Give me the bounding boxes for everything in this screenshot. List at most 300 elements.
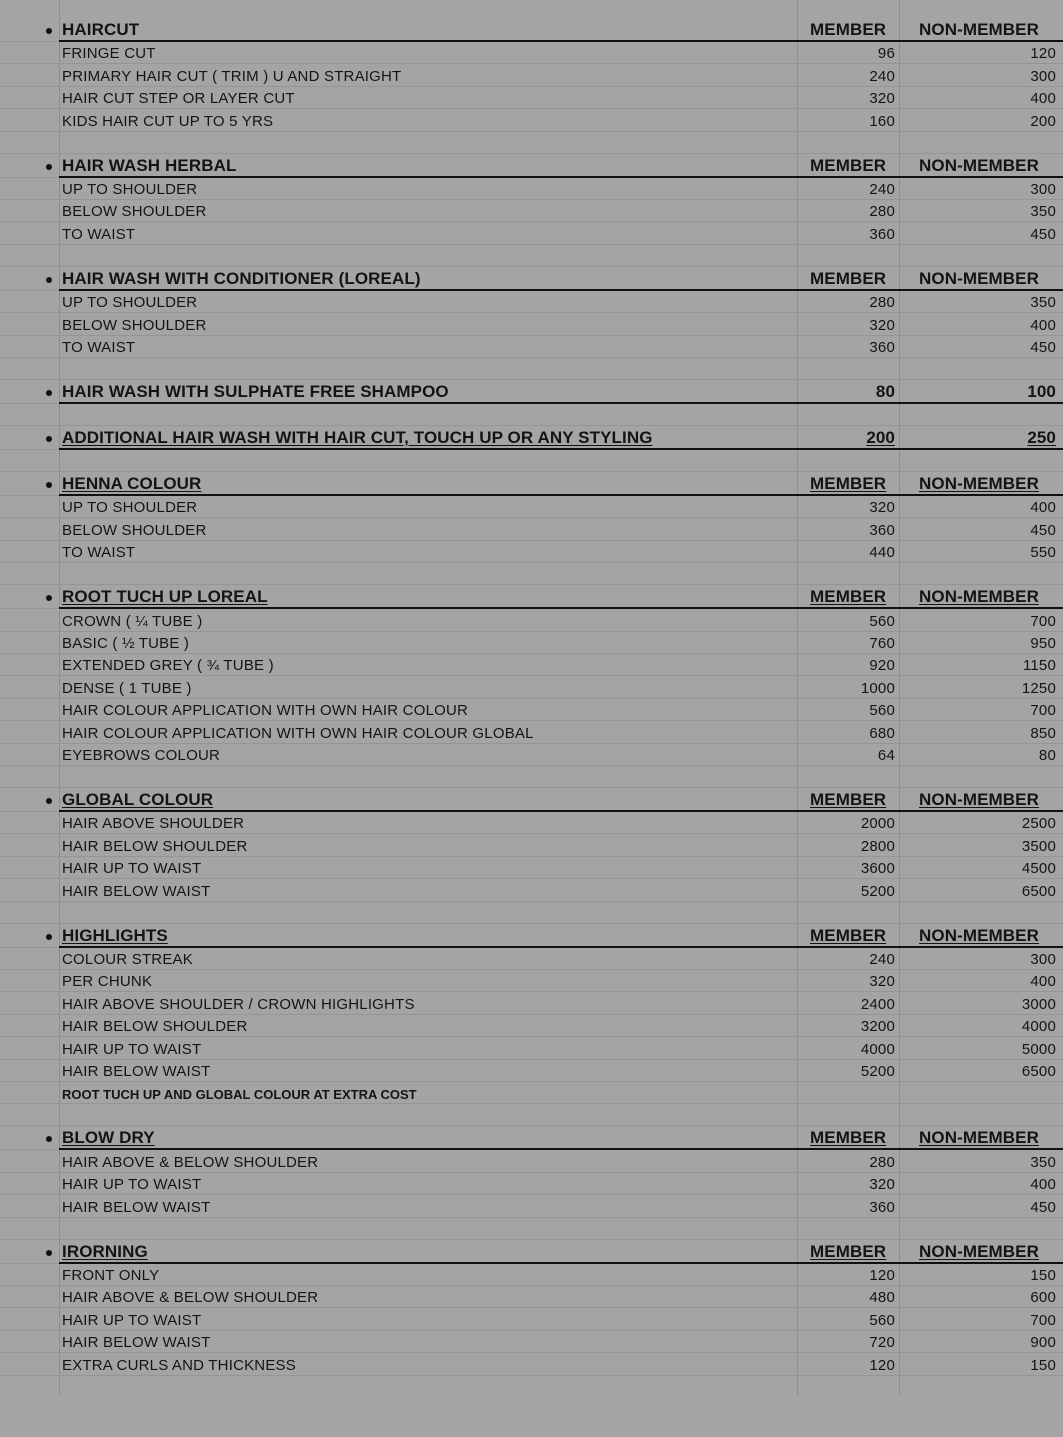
non-member-price-text: 120 <box>1030 45 1056 63</box>
non-member-price-text: 450 <box>1030 225 1056 243</box>
section-header <box>0 426 1063 450</box>
member-price-text: 560 <box>869 612 895 630</box>
blank-row <box>0 766 1063 788</box>
service-name <box>62 699 792 720</box>
non-member-price-text: 400 <box>1030 1176 1056 1194</box>
service-name-text: HAIR ABOVE SHOULDER / CROWN HIGHLIGHTS <box>62 995 415 1013</box>
non-member-price <box>899 42 1059 63</box>
bullet-icon <box>46 436 52 442</box>
member-price-text: 80 <box>875 382 895 401</box>
member-price-text: 3600 <box>860 860 895 878</box>
service-name-text: HAIR ABOVE & BELOW SHOULDER <box>62 1153 319 1171</box>
non-member-column-header-text: NON-MEMBER <box>919 790 1039 809</box>
member-column-header-text: MEMBER <box>810 790 887 809</box>
section-title-text: BLOW DRY <box>62 1128 155 1148</box>
non-member-price <box>899 496 1059 517</box>
non-member-price <box>899 812 1059 833</box>
service-name-text: UP TO SHOULDER <box>62 499 198 517</box>
member-price <box>798 834 898 855</box>
bullet-icon <box>46 798 52 804</box>
member-column-header-text: MEMBER <box>810 587 887 607</box>
non-member-column-header <box>899 1126 1059 1149</box>
price-row <box>0 518 1063 540</box>
service-name-text: TO WAIST <box>62 225 136 243</box>
non-member-price <box>899 380 1059 403</box>
service-name-text: BELOW SHOULDER <box>62 316 207 334</box>
non-member-price <box>899 744 1059 765</box>
service-name <box>62 87 792 108</box>
service-name <box>62 992 792 1013</box>
non-member-price <box>899 336 1059 357</box>
service-name <box>62 222 792 243</box>
service-name <box>62 109 792 130</box>
member-price <box>798 1264 898 1285</box>
section-title <box>62 1126 792 1149</box>
non-member-price <box>899 721 1059 742</box>
price-row <box>0 42 1063 64</box>
price-row <box>0 1060 1063 1082</box>
service-name-text: HAIR COLOUR APPLICATION WITH OWN HAIR COLOUR GLOBAL <box>62 724 534 742</box>
non-member-price-text: 950 <box>1030 634 1056 652</box>
member-price <box>798 676 898 697</box>
service-name <box>62 812 792 833</box>
non-member-price-text: 450 <box>1030 338 1056 356</box>
non-member-price-text: 200 <box>1030 112 1056 130</box>
section-title <box>62 18 792 41</box>
price-row <box>0 87 1063 109</box>
non-member-price <box>899 609 1059 630</box>
non-member-price-text: 550 <box>1030 544 1056 562</box>
service-name <box>62 654 792 675</box>
non-member-price-text: 700 <box>1030 612 1056 630</box>
member-price-text: 480 <box>869 1289 895 1307</box>
non-member-column-header-text: NON-MEMBER <box>919 155 1039 175</box>
member-column-header-text: MEMBER <box>810 474 887 493</box>
non-member-price-text: 150 <box>1030 1266 1056 1284</box>
non-member-price <box>899 1195 1059 1216</box>
member-price-text: 280 <box>869 1153 895 1171</box>
non-member-column-header-text: NON-MEMBER <box>919 1241 1039 1261</box>
non-member-price <box>899 834 1059 855</box>
section-header <box>0 788 1063 812</box>
non-member-price <box>899 676 1059 697</box>
section-title-text: HIGHLIGHTS <box>62 925 168 945</box>
service-name <box>62 1037 792 1058</box>
member-price <box>798 1037 898 1058</box>
non-member-price-text: 6500 <box>1021 1062 1056 1080</box>
price-row <box>0 496 1063 518</box>
non-member-price-text: 700 <box>1030 702 1056 720</box>
member-price-text: 320 <box>869 316 895 334</box>
section-title-text: ROOT TUCH UP LOREAL <box>62 587 268 607</box>
service-name <box>62 857 792 878</box>
member-price <box>798 1353 898 1374</box>
service-name-text: EYEBROWS COLOUR <box>62 746 221 764</box>
non-member-price <box>899 1308 1059 1329</box>
non-member-price-text: 400 <box>1030 316 1056 334</box>
member-column-header-text: MEMBER <box>810 1128 887 1148</box>
service-name <box>62 632 792 653</box>
price-row <box>0 541 1063 563</box>
member-price-text: 680 <box>869 724 895 742</box>
non-member-price <box>899 1150 1059 1171</box>
member-column-header <box>798 267 898 290</box>
blank-row <box>0 358 1063 380</box>
price-row <box>0 632 1063 654</box>
non-member-price <box>899 313 1059 334</box>
non-member-column-header <box>899 788 1059 811</box>
service-name <box>62 1060 792 1081</box>
member-price <box>798 496 898 517</box>
non-member-price <box>899 1353 1059 1374</box>
non-member-price <box>899 178 1059 199</box>
non-member-column-header <box>899 154 1059 177</box>
price-row <box>0 699 1063 721</box>
non-member-price-text: 300 <box>1030 67 1056 85</box>
service-name-text: HAIR BELOW SHOULDER <box>62 1018 248 1036</box>
service-name-text: TO WAIST <box>62 544 136 562</box>
non-member-price-text: 6500 <box>1021 882 1056 900</box>
bullet-icon <box>46 28 52 34</box>
service-name <box>62 200 792 221</box>
blank-row <box>0 1218 1063 1240</box>
non-member-price <box>899 1037 1059 1058</box>
member-price <box>798 879 898 900</box>
price-row <box>0 313 1063 335</box>
member-price-text: 3200 <box>860 1018 895 1036</box>
section-note <box>62 1082 792 1103</box>
service-name <box>62 1015 792 1036</box>
non-member-price-text: 250 <box>1027 428 1056 447</box>
section-title-text: HAIRCUT <box>62 20 140 39</box>
service-name <box>62 313 792 334</box>
service-name <box>62 948 792 969</box>
member-price-text: 2000 <box>860 815 895 833</box>
non-member-price-text: 2500 <box>1021 815 1056 833</box>
member-price-text: 720 <box>869 1334 895 1352</box>
section-header <box>0 267 1063 291</box>
non-member-price <box>899 699 1059 720</box>
service-name-text: HAIR UP TO WAIST <box>62 1176 202 1194</box>
member-price <box>798 1308 898 1329</box>
non-member-price <box>899 654 1059 675</box>
non-member-column-header <box>899 18 1059 41</box>
bullet-icon <box>46 1250 52 1256</box>
service-name-text: FRONT ONLY <box>62 1266 160 1284</box>
non-member-price-text: 400 <box>1030 973 1056 991</box>
service-name <box>62 721 792 742</box>
price-row <box>0 222 1063 244</box>
member-price <box>798 178 898 199</box>
member-price <box>798 291 898 312</box>
member-price-text: 1000 <box>860 679 895 697</box>
price-row <box>0 609 1063 631</box>
section-header <box>0 1240 1063 1264</box>
price-row <box>0 200 1063 222</box>
section-header <box>0 472 1063 496</box>
service-name <box>62 879 792 900</box>
non-member-price <box>899 970 1059 991</box>
blank-row <box>0 132 1063 154</box>
service-name <box>62 676 792 697</box>
non-member-price <box>899 1060 1059 1081</box>
member-price-text: 4000 <box>860 1040 895 1058</box>
member-price-text: 5200 <box>860 1062 895 1080</box>
price-row <box>0 1195 1063 1217</box>
member-price-text: 2400 <box>860 995 895 1013</box>
section-title <box>62 154 792 177</box>
section-note-text: ROOT TUCH UP AND GLOBAL COLOUR AT EXTRA COST <box>62 1087 417 1103</box>
non-member-price <box>899 857 1059 878</box>
service-name-text: HAIR ABOVE & BELOW SHOULDER <box>62 1289 319 1307</box>
member-price <box>798 1150 898 1171</box>
member-price-text: 360 <box>869 338 895 356</box>
section-header <box>0 924 1063 948</box>
non-member-price-text: 700 <box>1030 1311 1056 1329</box>
non-member-price-text: 1250 <box>1021 679 1056 697</box>
member-price <box>798 1286 898 1307</box>
non-member-price-text: 3500 <box>1021 837 1056 855</box>
non-member-price-text: 450 <box>1030 1198 1056 1216</box>
member-price-text: 360 <box>869 521 895 539</box>
price-row <box>0 812 1063 834</box>
service-name-text: FRINGE CUT <box>62 45 156 63</box>
member-price <box>798 1060 898 1081</box>
price-row <box>0 1353 1063 1375</box>
section-header <box>0 380 1063 404</box>
service-name-text: TO WAIST <box>62 338 136 356</box>
price-row <box>0 1308 1063 1330</box>
service-name-text: HAIR CUT STEP OR LAYER CUT <box>62 90 295 108</box>
non-member-price <box>899 879 1059 900</box>
member-column-header <box>798 472 898 495</box>
member-price-text: 120 <box>869 1266 895 1284</box>
member-price-text: 920 <box>869 657 895 675</box>
non-member-price-text: 300 <box>1030 950 1056 968</box>
price-row <box>0 970 1063 992</box>
service-name-text: PRIMARY HAIR CUT ( TRIM ) U AND STRAIGHT <box>62 67 402 85</box>
price-row <box>0 1286 1063 1308</box>
section-header <box>0 1126 1063 1150</box>
member-price-text: 280 <box>869 294 895 312</box>
non-member-price-text: 350 <box>1030 1153 1056 1171</box>
member-price <box>798 109 898 130</box>
bullet-icon <box>46 164 52 170</box>
non-member-price-text: 600 <box>1030 1289 1056 1307</box>
non-member-price <box>899 1264 1059 1285</box>
section-title-text: HAIR WASH WITH SULPHATE FREE SHAMPOO <box>62 382 449 401</box>
non-member-price <box>899 222 1059 243</box>
member-price <box>798 857 898 878</box>
non-member-column-header-text: NON-MEMBER <box>919 268 1039 288</box>
member-column-header <box>798 1240 898 1263</box>
price-row <box>0 1037 1063 1059</box>
blank-row <box>0 563 1063 585</box>
member-price <box>798 721 898 742</box>
member-column-header-text: MEMBER <box>810 20 887 39</box>
non-member-price-text: 850 <box>1030 724 1056 742</box>
bullet-icon <box>46 390 52 396</box>
service-name <box>62 291 792 312</box>
member-price <box>798 744 898 765</box>
member-column-header-text: MEMBER <box>810 1241 887 1261</box>
service-name <box>62 1308 792 1329</box>
non-member-price-text: 400 <box>1030 90 1056 108</box>
service-name-text: HAIR BELOW WAIST <box>62 1334 211 1352</box>
non-member-price <box>899 1286 1059 1307</box>
member-price-text: 320 <box>869 499 895 517</box>
service-name <box>62 1286 792 1307</box>
price-row <box>0 721 1063 743</box>
member-column-header <box>798 154 898 177</box>
non-member-price-text: 80 <box>1038 746 1056 764</box>
section-title-text: HENNA COLOUR <box>62 474 202 493</box>
member-price-text: 240 <box>869 67 895 85</box>
section-title-text: HAIR WASH HERBAL <box>62 155 237 175</box>
price-row <box>0 178 1063 200</box>
member-price-text: 240 <box>869 180 895 198</box>
section-title-text: GLOBAL COLOUR <box>62 790 214 809</box>
non-member-price-text: 3000 <box>1021 995 1056 1013</box>
member-price <box>798 609 898 630</box>
non-member-price <box>899 948 1059 969</box>
member-price-text: 560 <box>869 702 895 720</box>
member-price <box>798 948 898 969</box>
price-row <box>0 992 1063 1014</box>
section-header <box>0 585 1063 609</box>
non-member-price <box>899 109 1059 130</box>
non-member-price-text: 300 <box>1030 180 1056 198</box>
non-member-column-header <box>899 924 1059 947</box>
price-row <box>0 879 1063 901</box>
member-price-text: 320 <box>869 973 895 991</box>
service-name <box>62 42 792 63</box>
section-header <box>0 154 1063 178</box>
member-price <box>798 699 898 720</box>
member-price <box>798 518 898 539</box>
service-name <box>62 744 792 765</box>
non-member-price-text: 150 <box>1030 1356 1056 1374</box>
bullet-icon <box>46 277 52 283</box>
non-member-price-text: 100 <box>1027 382 1056 401</box>
member-column-header <box>798 585 898 608</box>
member-price <box>798 87 898 108</box>
non-member-price <box>899 992 1059 1013</box>
blank-row <box>0 902 1063 924</box>
member-price-text: 64 <box>877 746 895 764</box>
price-row <box>0 834 1063 856</box>
non-member-column-header <box>899 472 1059 495</box>
service-name <box>62 609 792 630</box>
member-price-text: 160 <box>869 112 895 130</box>
member-price-text: 360 <box>869 225 895 243</box>
price-row <box>0 291 1063 313</box>
non-member-price <box>899 426 1059 449</box>
service-name-text: HAIR COLOUR APPLICATION WITH OWN HAIR COLOUR <box>62 702 469 720</box>
service-name <box>62 1195 792 1216</box>
non-member-price <box>899 541 1059 562</box>
price-row <box>0 654 1063 676</box>
service-name <box>62 541 792 562</box>
service-name-text: HAIR ABOVE SHOULDER <box>62 815 245 833</box>
non-member-price-text: 4000 <box>1021 1018 1056 1036</box>
non-member-column-header <box>899 585 1059 608</box>
member-price-text: 320 <box>869 90 895 108</box>
section-title-text: IRORNING <box>62 1241 148 1261</box>
non-member-price <box>899 632 1059 653</box>
member-price-text: 5200 <box>860 882 895 900</box>
price-row <box>0 336 1063 358</box>
member-price-text: 96 <box>877 45 895 63</box>
service-name-text: HAIR UP TO WAIST <box>62 1311 202 1329</box>
non-member-column-header-text: NON-MEMBER <box>919 474 1039 493</box>
non-member-price <box>899 1331 1059 1352</box>
service-name-text: UP TO SHOULDER <box>62 294 198 312</box>
member-price-text: 2800 <box>860 837 895 855</box>
member-price-text: 560 <box>869 1311 895 1329</box>
bullet-icon <box>46 482 52 488</box>
member-price <box>798 222 898 243</box>
non-member-price <box>899 1015 1059 1036</box>
section-title <box>62 1240 792 1263</box>
non-member-price <box>899 291 1059 312</box>
non-member-price-text: 1150 <box>1022 657 1056 675</box>
service-name-text: KIDS HAIR CUT UP TO 5 YRS <box>62 112 274 130</box>
service-name <box>62 1173 792 1194</box>
section-title <box>62 267 792 290</box>
member-price-text: 360 <box>869 1198 895 1216</box>
member-price <box>798 380 898 403</box>
member-price <box>798 1173 898 1194</box>
non-member-column-header-text: NON-MEMBER <box>919 20 1039 39</box>
price-row <box>0 1331 1063 1353</box>
non-member-column-header-text: NON-MEMBER <box>919 925 1039 945</box>
member-price <box>798 970 898 991</box>
member-price <box>798 1195 898 1216</box>
price-row <box>0 1015 1063 1037</box>
service-name-text: COLOUR STREAK <box>62 950 193 968</box>
member-column-header <box>798 1126 898 1149</box>
service-name <box>62 1150 792 1171</box>
service-name <box>62 1331 792 1352</box>
blank-row <box>0 404 1063 426</box>
member-column-header-text: MEMBER <box>810 155 887 175</box>
non-member-column-header <box>899 267 1059 290</box>
service-name <box>62 64 792 85</box>
service-name-text: HAIR BELOW WAIST <box>62 1198 211 1216</box>
price-row <box>0 948 1063 970</box>
member-column-header-text: MEMBER <box>810 925 887 945</box>
member-price <box>798 426 898 449</box>
service-name-text: UP TO SHOULDER <box>62 180 198 198</box>
section-title <box>62 380 792 403</box>
member-price <box>798 200 898 221</box>
price-row <box>0 744 1063 766</box>
service-name-text: HAIR UP TO WAIST <box>62 860 202 878</box>
price-row <box>0 1150 1063 1172</box>
service-name-text: BASIC ( ½ TUBE ) <box>62 634 190 652</box>
service-name-text: BELOW SHOULDER <box>62 521 207 539</box>
member-price-text: 280 <box>869 203 895 221</box>
non-member-price-text: 450 <box>1030 521 1056 539</box>
member-column-header <box>798 788 898 811</box>
member-price-text: 120 <box>869 1356 895 1374</box>
bullet-icon <box>46 595 52 601</box>
blank-row <box>0 1104 1063 1126</box>
non-member-price-text: 900 <box>1030 1334 1056 1352</box>
member-price-text: 200 <box>866 428 895 447</box>
service-name <box>62 970 792 991</box>
